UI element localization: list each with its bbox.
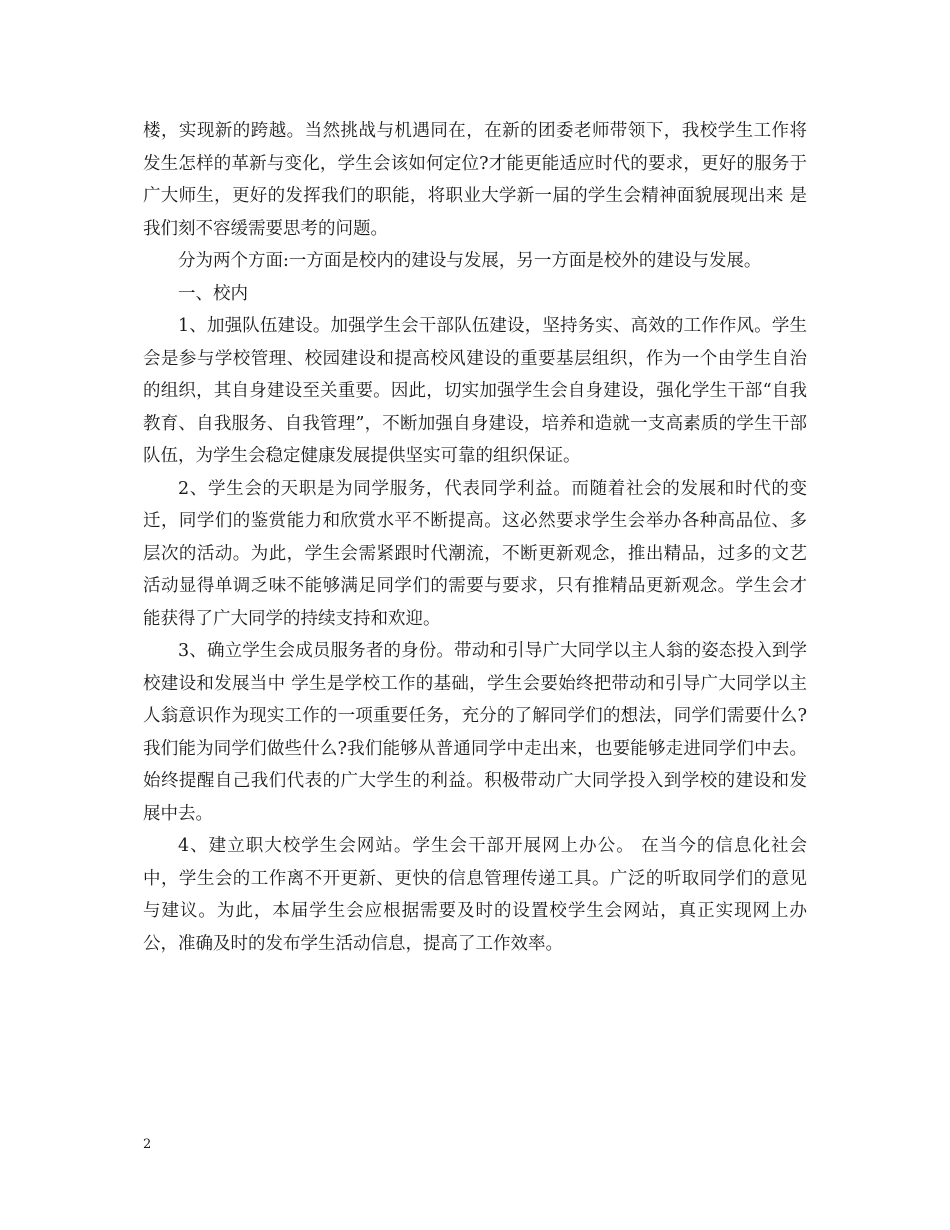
section-heading-on-campus: 一、校内 (178, 283, 248, 304)
paragraph-item-3: 3、确立学生会成员服务者的身份。带动和引导广大同学以主人翁的姿态投入到学校建设和发展当中 学生是学校工作的基础，学生会要始终把带动和引导广大同学以主人翁意识作为现实工作的一项重要任务，充分的了解同学们的想法，同学们需要什么?我们能为同学们做些什么?我们能够从普通同学中走出来，也要能够走进同学们中去。始终提醒自己我们代表的广大学生的利益。积极带动广大同学投入到学校的建设和发展中去。 (143, 641, 807, 824)
document-body (143, 115, 807, 960)
paragraph-item-1: 1、加强队伍建设。加强学生会干部队伍建设，坚持务实、高效的工作作风。学生会是参与学校管理、校园建设和提高校风建设的重要基层组织，作为一个由学生自治的组织，其自身建设至关重要。因此，切实加强学生会自身建设，强化学生干部“自我教育、自我服务、自我管理”，不断加强自身建设，培养和造就一支高素质的学生干部队伍，为学生会稳定健康发展提供坚实可靠的组织保证。 (143, 316, 807, 466)
paragraph-item-4: 4、建立职大校学生会网站。学生会干部开展网上办公。 在当今的信息化社会中，学生会的工作离不开更新、更快的信息管理传递工具。广泛的听取同学们的意见与建议。为此，本届学生会应根据需要及时的设置校学生会网站，真正实现网上办公，准确及时的发布学生活动信息，提高了工作效率。 (143, 836, 807, 954)
paragraph-overview: 分为两个方面:一方面是校内的建设与发展，另一方面是校外的建设与发展。 (178, 251, 762, 271)
paragraph-continuation: 楼，实现新的跨越。当然挑战与机遇同在，在新的团委老师带领下，我校学生工作将发生怎样的革新与变化，学生会该如何定位?才能更能适应时代的要求，更好的服务于广大师生，更好的发挥我们的职能，将职业大学新一届的学生会精神面貌展现出来 是我们刻不容缓需要思考的问题。 (143, 121, 807, 239)
page-number: 2 (143, 1137, 152, 1152)
paragraph-item-2: 2、学生会的天职是为同学服务，代表同学利益。而随着社会的发展和时代的变迁，同学们的鉴赏能力和欣赏水平不断提高。这必然要求学生会举办各种高品位、多层次的活动。为此，学生会需紧跟时代潮流，不断更新观念，推出精品，过多的文艺活动显得单调乏味不能够满足同学们的需要与要求，只有推精品更新观念。学生会才能获得了广大同学的持续支持和欢迎。 (143, 478, 807, 629)
